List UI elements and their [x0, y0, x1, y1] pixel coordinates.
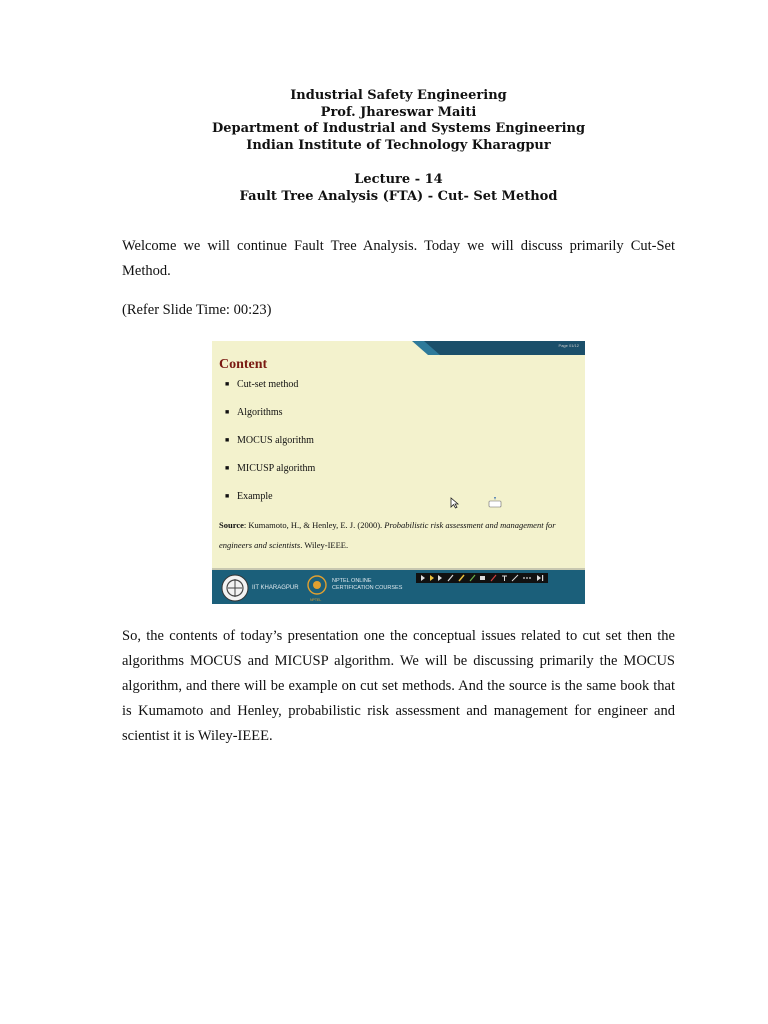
iit-kharagpur-logo-icon	[220, 573, 250, 603]
slide-list-item-label: Cut-set method	[237, 379, 299, 390]
contents-paragraph: So, the contents of today’s presentation one the conceptual issues related to cut set then the algorithms MOCUS and MICUSP algorithm. We will be discussing primarily the MOCUS algorithm, and there will be example on cut set methods. And the source is the same book that is Kumamoto and Henley, probabilistic risk assessment and management for engineer and scientist it is Wiley-IEEE.	[122, 628, 675, 744]
slide-list-item	[225, 461, 315, 489]
toolbar-dots-icon[interactable]	[523, 577, 531, 579]
slide-list-item-label: MICUSP algorithm	[237, 463, 316, 474]
presentation-toolbar[interactable]	[416, 573, 548, 583]
source-publisher: . Wiley-IEEE.	[300, 540, 349, 550]
header-gap	[0, 154, 768, 172]
nptel-line-1: NPTEL ONLINE	[332, 578, 372, 584]
slide-footer	[212, 568, 585, 604]
pen-tool-icon	[488, 496, 502, 508]
slide-list-item	[225, 433, 315, 461]
document-header	[0, 88, 768, 205]
cursor-arrow-icon	[450, 497, 460, 509]
slide-list-item	[225, 405, 315, 433]
course-title: Industrial Safety Engineering	[290, 88, 507, 103]
institute-name: Indian Institute of Technology Kharagpur	[246, 137, 551, 153]
slide-top-banner	[212, 341, 585, 355]
slide-title: Content	[219, 357, 268, 372]
bullet-icon: ■	[225, 464, 230, 472]
slide-content-list	[225, 377, 315, 517]
nptel-small-label: NPTEL	[310, 598, 322, 602]
slide-list-item	[225, 377, 315, 405]
professor-name: Prof. Jhareswar Maiti	[320, 104, 477, 120]
slide-source: Source: Kumamoto, H., & Henley, E. J. (2000). Probabilistic risk assessment and management for engineers and scientists. Wiley-IEEE.	[219, 520, 556, 550]
source-authors: Kumamoto, H., & Henley, E. J. (2000).	[246, 520, 385, 530]
nptel-logo-icon	[306, 574, 328, 596]
slide-list-item-label: Example	[237, 491, 273, 502]
department-name: Department of Industrial and Systems Engineering	[211, 121, 586, 136]
source-label: Source	[219, 520, 244, 530]
source-book-title: Probabilistic risk assessment and management for engineers and scientists	[219, 520, 556, 550]
slide-list-item-label: MOCUS algorithm	[237, 435, 314, 446]
lecture-title: Fault Tree Analysis (FTA) - Cut- Set Method	[239, 188, 558, 204]
slide-page-number: Page 01/12	[558, 343, 579, 348]
toolbar-eraser-icon[interactable]	[480, 576, 485, 580]
bullet-icon: ■	[225, 380, 230, 388]
refer-slide-time: (Refer Slide Time: 00:23)	[122, 302, 272, 318]
welcome-paragraph: Welcome we will continue Fault Tree Analysis. Today we will discuss primarily Cut-Set Method.	[122, 238, 675, 279]
bullet-icon: ■	[225, 408, 230, 416]
lecture-number: Lecture - 14	[354, 172, 443, 187]
slide-list-item-label: Algorithms	[237, 407, 283, 418]
nptel-online-label	[332, 578, 402, 592]
iit-kharagpur-label: IIT KHARAGPUR	[252, 585, 299, 591]
bullet-icon: ■	[225, 492, 230, 500]
nptel-line-2: CERTIFICATION COURSES	[332, 585, 403, 591]
lecture-slide-image	[212, 341, 585, 604]
bullet-icon: ■	[225, 436, 230, 444]
slide-list-item	[225, 489, 315, 517]
